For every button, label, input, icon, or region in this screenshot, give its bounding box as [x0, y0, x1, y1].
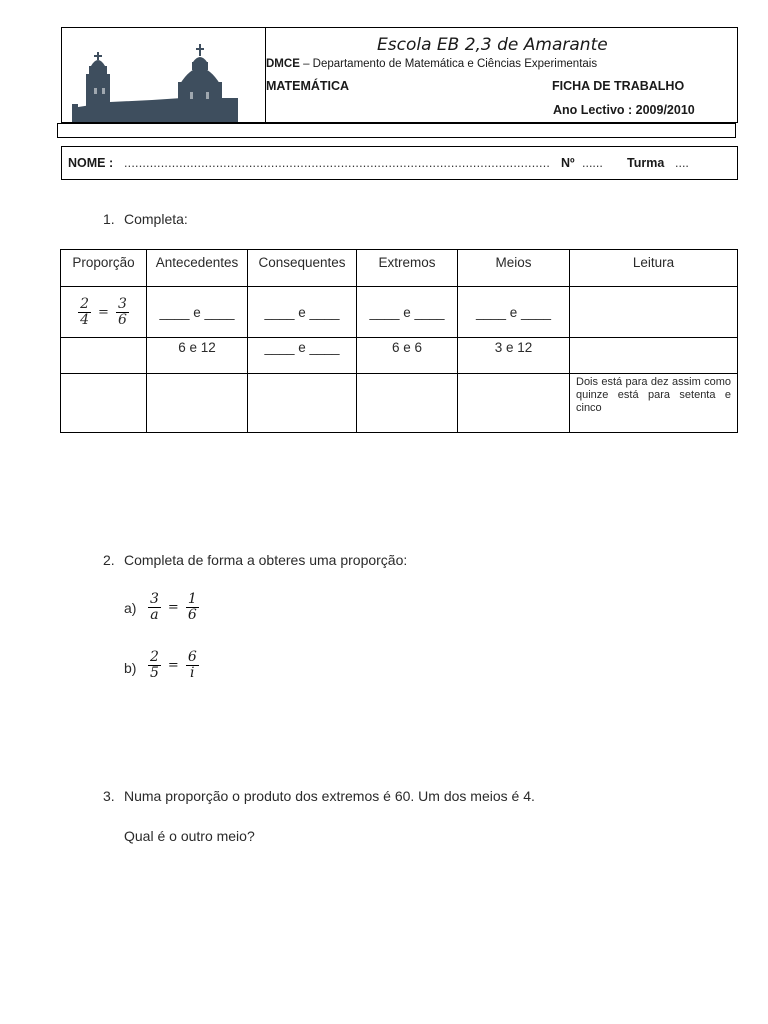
church-silhouette-icon	[62, 28, 265, 122]
q3-number: 3.	[103, 788, 115, 804]
name-label: NOME :	[68, 156, 114, 170]
denominator: 5	[150, 665, 159, 681]
numerator: 1	[187, 591, 197, 607]
fraction	[186, 592, 199, 623]
denominator: 4	[80, 311, 90, 328]
equals-sign: =	[98, 304, 109, 320]
value-cell: 3 e 12	[458, 338, 570, 374]
denominator: a	[150, 607, 159, 623]
header-box	[61, 27, 738, 123]
answer-cell[interactable]: ____ e ____	[147, 287, 248, 338]
numerator: 2	[80, 295, 90, 312]
q2-number: 2.	[103, 552, 115, 568]
q2-text: Completa de forma a obteres uma proporção:	[124, 552, 408, 568]
fraction	[148, 592, 161, 623]
q1-number: 1.	[103, 211, 115, 227]
divider-bar	[57, 123, 736, 138]
leitura-cell	[570, 374, 738, 433]
dept-abbr: DMCE	[266, 58, 300, 70]
answer-cell[interactable]	[570, 338, 738, 374]
subject: MATEMÁTICA	[266, 79, 350, 93]
numerator: 2	[150, 649, 159, 665]
q2a-label: a)	[124, 600, 137, 616]
header-cell: Extremos	[357, 250, 458, 287]
q2b-label: b)	[124, 660, 137, 676]
equals-sign: =	[167, 600, 179, 615]
q3-question: Qual é o outro meio?	[124, 828, 255, 844]
number-label: Nº	[561, 156, 575, 170]
fraction	[148, 650, 161, 681]
department	[266, 58, 597, 70]
denominator: 6	[187, 607, 197, 623]
table-row	[61, 287, 738, 338]
denominator: 6	[117, 311, 127, 328]
equals-sign: =	[167, 658, 179, 673]
proportion-cell	[61, 287, 147, 338]
q2a-proportion	[148, 592, 199, 623]
denominator: i	[190, 665, 195, 681]
answer-cell[interactable]	[357, 374, 458, 433]
answer-cell[interactable]	[147, 374, 248, 433]
fraction	[116, 297, 129, 328]
header-cell: Meios	[458, 250, 570, 287]
header-cell: Proporção	[61, 250, 147, 287]
dept-name: – Departamento de Matemática e Ciências Experimentais	[299, 58, 598, 70]
class-label: Turma	[627, 156, 665, 170]
name-field[interactable]: ....................................................................................................................	[124, 156, 551, 170]
answer-cell[interactable]	[61, 338, 147, 374]
school-logo	[62, 28, 266, 122]
answer-cell[interactable]	[248, 374, 357, 433]
table-row	[61, 374, 738, 433]
school-year: Ano Lectivo : 2009/2010	[553, 103, 695, 117]
numerator: 6	[187, 649, 197, 665]
header-cell: Antecedentes	[147, 250, 248, 287]
answer-cell[interactable]: ____ e ____	[357, 287, 458, 338]
table-row	[61, 338, 738, 374]
leitura-text: Dois está para dez assim como quinze está para setenta e cinco	[576, 376, 731, 414]
fraction	[186, 650, 199, 681]
q3-text: Numa proporção o produto dos extremos é 60. Um dos meios é 4.	[124, 788, 535, 804]
table-header-row	[61, 250, 738, 287]
answer-cell[interactable]: ____ e ____	[248, 287, 357, 338]
sheet-type: FICHA DE TRABALHO	[552, 79, 685, 93]
fraction	[78, 297, 91, 328]
numerator: 3	[117, 295, 127, 312]
header-cell: Leitura	[570, 250, 738, 287]
q2b-proportion	[148, 650, 199, 681]
header-cell: Consequentes	[248, 250, 357, 287]
student-info-box	[61, 146, 738, 180]
answer-cell[interactable]	[61, 374, 147, 433]
answer-cell[interactable]: ____ e ____	[458, 287, 570, 338]
class-field[interactable]: ....	[675, 156, 689, 170]
value-cell: 6 e 6	[357, 338, 458, 374]
proportion-table	[60, 249, 738, 433]
school-name: Escola EB 2,3 de Amarante	[377, 35, 608, 55]
q1-text: Completa:	[124, 211, 188, 227]
number-field[interactable]: ......	[582, 156, 603, 170]
numerator: 3	[150, 591, 159, 607]
answer-cell[interactable]: ____ e ____	[248, 338, 357, 374]
answer-cell[interactable]	[570, 287, 738, 338]
answer-cell[interactable]	[458, 374, 570, 433]
value-cell: 6 e 12	[147, 338, 248, 374]
